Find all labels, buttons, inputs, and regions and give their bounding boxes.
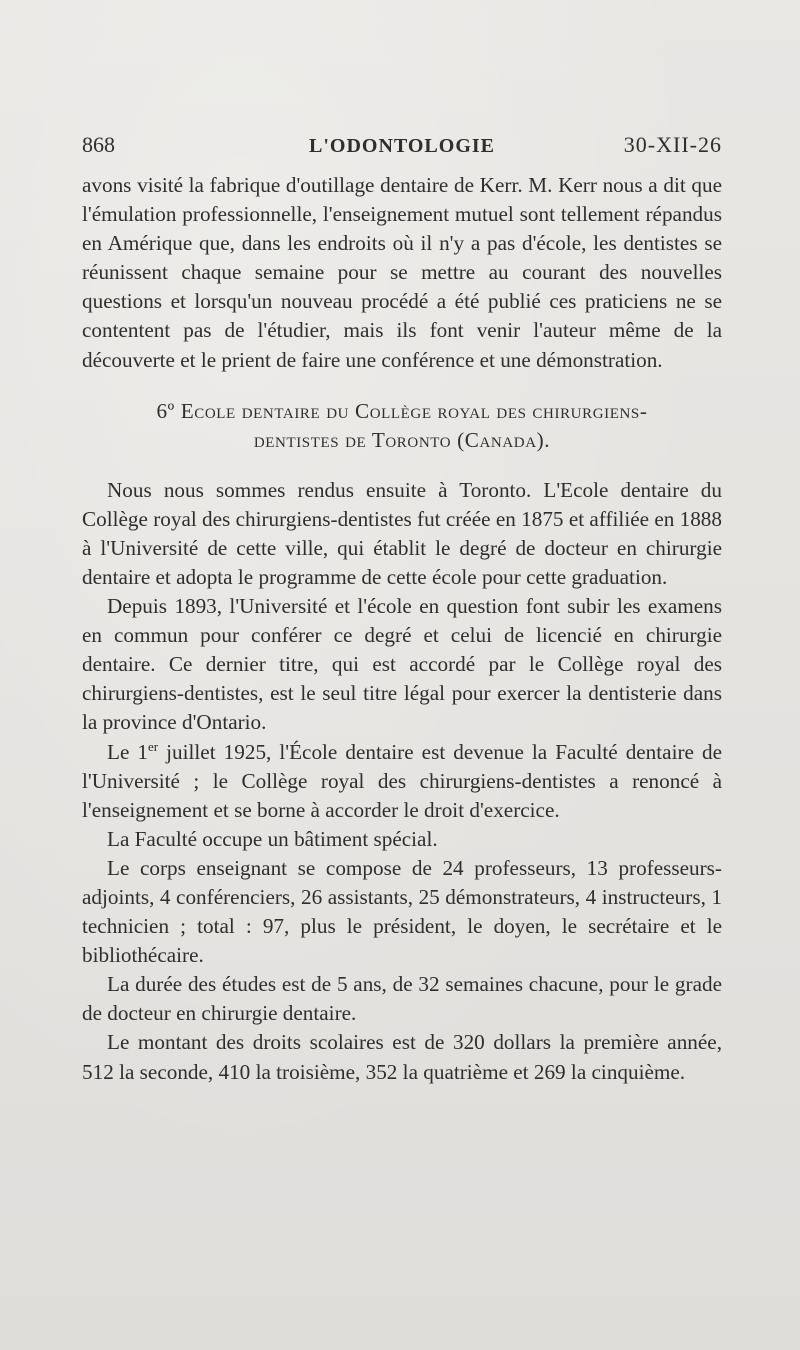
section-heading-line-2: dentistes de Toronto (Canada). (253, 427, 551, 452)
paragraph-duree-etudes: La durée des études est de 5 ans, de 32 semaines chacune, pour le grade de docteur en chirurgie dentaire. (82, 972, 722, 1026)
issue-date: 30-XII-26 (623, 132, 722, 157)
paragraph-corps-enseignant: Le corps enseignant se compose de 24 professeurs, 13 professeurs-adjoints, 4 conférenciers, 26 assistants, 25 démonstrateurs, 4 instructeurs, 1 technicien ; total : 97, plus le président, le doyen, le secrétaire et le bibliothécaire. (82, 855, 722, 968)
paragraph-faculte-rest: juillet 1925, l'École dentaire est devenue la Faculté dentaire de l'Université ; le Collège royal des chirurgiens-dentistes a renoncé à l'enseignement et se borne à accorder le droit d'exercice. (82, 739, 722, 822)
article-body (82, 171, 722, 1087)
paragraph-droits-scolaires: Le montant des droits scolaires est de 320 dollars la première année, 512 la seconde, 410 la troisième, 352 la quatrième et 269 la cinquième. (82, 1030, 722, 1084)
superscript-er: er (148, 738, 159, 754)
paragraph-faculte (82, 738, 722, 825)
section-heading-line-1: 6º Ecole dentaire du Collège royal des chirurgiens- (156, 398, 648, 423)
page-number: 868 (82, 132, 115, 157)
paragraph-examens: Depuis 1893, l'Université et l'école en question font subir les examens en commun pour conférer ce degré et celui de licencié en chirurgie dentaire. Ce dernier titre, qui est accordé par le Collège royal des chirurgiens-dentistes, est le seul titre légal pour exercer la dentisterie dans la province d'Ontario. (82, 594, 722, 735)
running-header (82, 132, 722, 162)
section-heading (82, 397, 722, 455)
paragraph-faculte-start: Le 1 (107, 739, 148, 764)
paragraph-continued: avons visité la fabrique d'outillage dentaire de Kerr. M. Kerr nous a dit que l'émulation professionnelle, l'enseignement mutuel sont tellement répandus en Amérique que, dans les endroits où il n'y a pas d'école, les dentistes se réunissent chaque semaine pour se mettre au courant des nouvelles questions et lorsqu'un nouveau procédé a été publié ces praticiens ne se contentent pas de l'étudier, mais ils font venir l'auteur même de la découverte et le prient de faire une conférence et une démonstration. (82, 173, 722, 372)
paragraph-toronto: Nous nous sommes rendus ensuite à Toronto. L'Ecole dentaire du Collège royal des chirurgiens-dentistes fut créée en 1875 et affiliée en 1888 à l'Université de cette ville, qui établit le degré de docteur en chirurgie dentaire et adopta le programme de cette école pour cette graduation. (82, 477, 722, 589)
paragraph-batiment: La Faculté occupe un bâtiment spécial. (107, 826, 438, 851)
journal-title: L'ODONTOLOGIE (308, 135, 495, 157)
